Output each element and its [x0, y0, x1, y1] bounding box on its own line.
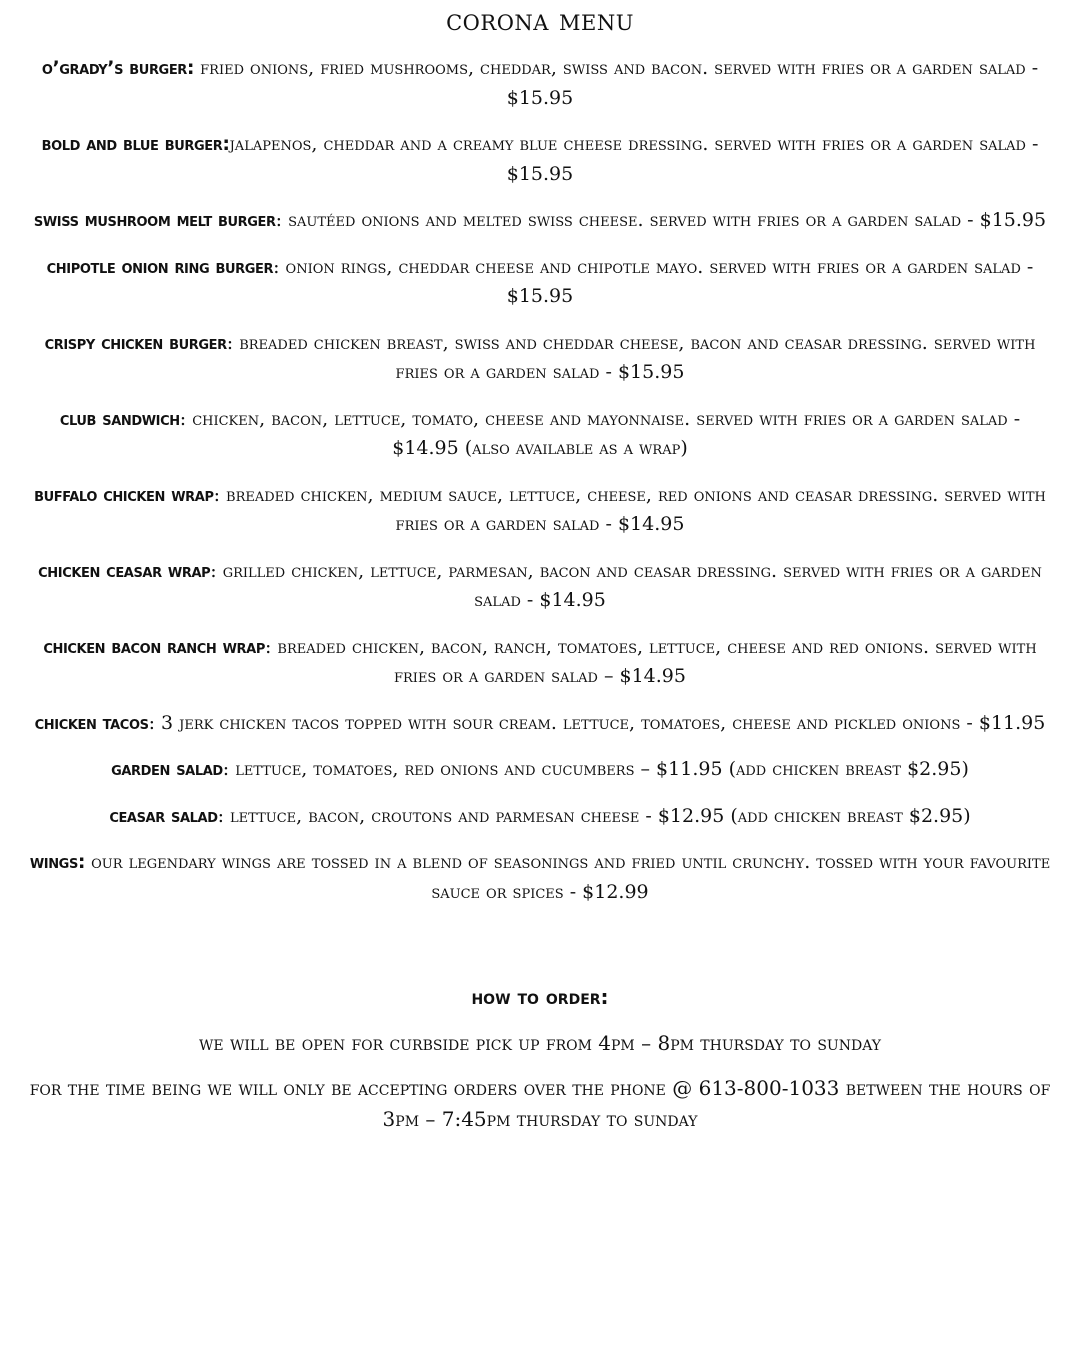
- menu-item-bold-and-blue-burger: [28, 130, 1052, 189]
- menu-item-name: chicken tacos: [34, 711, 149, 734]
- menu-item-name: garden salad: [111, 758, 223, 780]
- menu-item-description: our legendary wings are tossed in a blend of seasonings and fried until crunchy. tossed with your favourite sauce or spices - $12.99: [85, 851, 1051, 903]
- menu-item-name: club sandwich: [59, 407, 180, 430]
- menu-item-name: chicken ceasar wrap: [38, 559, 211, 582]
- menu-item-description: : chicken, bacon, lettuce, tomato, cheese and mayonnaise. served with fries or a garden salad - $14.95 (also available as a wrap): [179, 407, 1021, 459]
- menu-item-description: : breaded chicken breast, swiss and cheddar cheese, bacon and ceasar dressing. served with fries or a garden salad - $15.95: [226, 331, 1036, 383]
- menu-item-description: : onion rings, cheddar cheese and chipotle mayo. served with fries or a garden salad - $15.95: [273, 255, 1034, 307]
- menu-item-swiss-mushroom-melt-burger: [28, 206, 1052, 236]
- menu-item-name: wings:: [29, 851, 86, 873]
- phone-order-text: for the time being we will only be accepting orders over the phone @ 613-800-1033 between the hours of 3pm – 7:45pm thursday to sunday: [29, 1076, 1051, 1131]
- pickup-hours-text: we will be open for curbside pick up from 4pm – 8pm thursday to sunday: [199, 1031, 881, 1055]
- menu-item-chicken-tacos: [28, 709, 1052, 739]
- menu-item-description: : lettuce, tomatoes, red onions and cucumbers – $11.95 (add chicken breast $2.95): [222, 758, 969, 780]
- menu-item-chicken-ceasar-wrap: [28, 557, 1052, 616]
- menu-item-chicken-bacon-ranch-wrap: [28, 633, 1052, 692]
- menu-item-name: swiss mushroom melt burger: [33, 209, 276, 231]
- menu-item-club-sandwich: [28, 405, 1052, 464]
- how-to-order-section: [28, 982, 1052, 1135]
- menu-item-garden-salad: [28, 755, 1052, 785]
- menu-item-name: crispy chicken burger: [44, 331, 227, 354]
- menu-list: [28, 54, 1052, 924]
- menu-item-name: ceasar salad: [109, 804, 218, 827]
- menu-item-name: chicken bacon ranch wrap: [43, 635, 265, 658]
- menu-item-description: : breaded chicken, bacon, ranch, tomatoes, lettuce, cheese and red onions. served with fries or a garden salad – $14.95: [264, 635, 1037, 687]
- menu-item-description: : 3 jerk chicken tacos topped with sour cream. lettuce, tomatoes, cheese and pickled onions - $11.95: [148, 711, 1046, 734]
- menu-item-name: o’grady’s burger:: [41, 57, 195, 79]
- menu-item-description: : grilled chicken, lettuce, parmesan, bacon and ceasar dressing. served with fries or a garden salad - $14.95: [210, 559, 1042, 611]
- menu-item-wings: [28, 848, 1052, 907]
- menu-item-ceasar-salad: [28, 802, 1052, 832]
- menu-item-name: buffalo chicken wrap: [34, 483, 214, 506]
- menu-item-buffalo-chicken-wrap: [28, 481, 1052, 540]
- menu-item-crispy-chicken-burger: [28, 329, 1052, 388]
- menu-item-description: jalapenos, cheddar and a creamy blue cheese dressing. served with fries or a garden salad - $15.95: [229, 133, 1039, 185]
- menu-item-description: : sautéed onions and melted swiss cheese. served with fries or a garden salad - $15.95: [275, 209, 1047, 231]
- how-to-order-heading: how to order:: [471, 985, 609, 1009]
- menu-item-name: chipotle onion ring burger: [46, 255, 274, 278]
- menu-item-name: bold and blue burger:: [41, 133, 230, 155]
- menu-item-chipotle-onion-ring-burger: [28, 253, 1052, 312]
- menu-item-ogradys-burger: [28, 54, 1052, 113]
- menu-item-description: : lettuce, bacon, croutons and parmesan cheese - $12.95 (add chicken breast $2.95): [217, 804, 971, 827]
- menu-item-description: : breaded chicken, medium sauce, lettuce, cheese, red onions and ceasar dressing. served with fries or a garden salad - $14.95: [213, 483, 1046, 535]
- menu-title: corona menu: [446, 3, 634, 38]
- menu-item-description: fried onions, fried mushrooms, cheddar, swiss and bacon. served with fries or a garden salad - $15.95: [194, 57, 1039, 109]
